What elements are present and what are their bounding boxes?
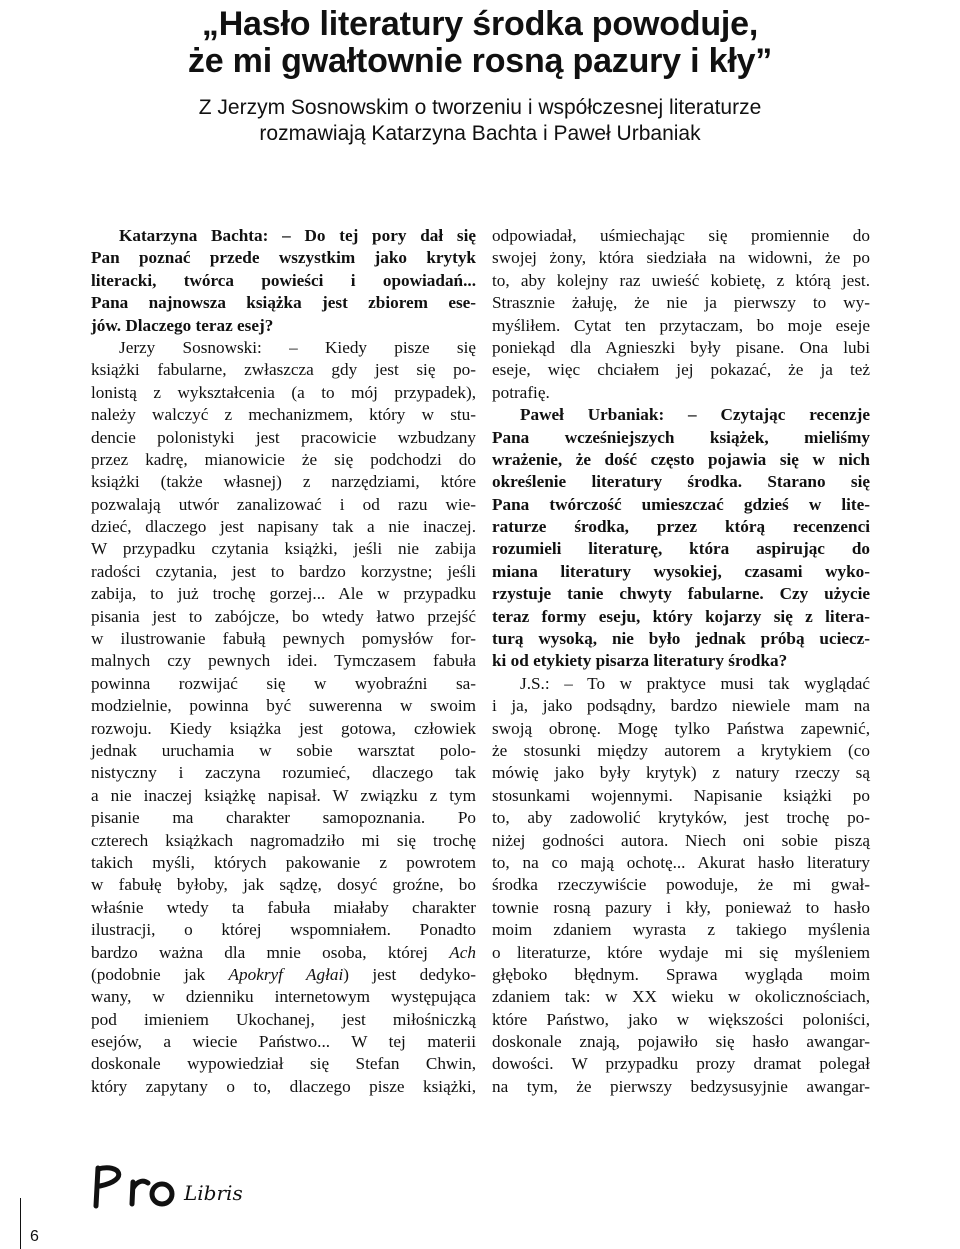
text-line: zdaniem tak: w XX wieku w okolicznościach, xyxy=(492,987,870,1007)
text-line: zabija, to już trochę gorzej... Ale w przypadku xyxy=(91,584,476,604)
text-line: to, aby kolejny raz uwieść kobietę, z którą jest. xyxy=(492,270,870,290)
text-line: doskonale znają, pojawiło się hasło awangar- xyxy=(492,1032,870,1052)
text-line: książki fabularne, zwłaszcza gdy jest się po- xyxy=(91,360,476,380)
text-line: malnych czy pewnych idei. Tymczasem fabuła xyxy=(91,651,476,671)
text-line: modzielnie, powinna być suwerenna w swoim xyxy=(91,696,476,716)
text-line: doskonale wypowiedział się Stefan Chwin, xyxy=(91,1054,476,1074)
text-line: odpowiadał, uśmiechając się promiennie do xyxy=(492,226,870,245)
text-line: lonistą z wykształcenia (a to mój przypadek), xyxy=(91,382,476,402)
text-line: potrafię. xyxy=(492,382,550,402)
text-line: i ja, jako podsądny, bardzo niewiele mam na xyxy=(492,696,870,716)
text-line: Pan poznać przede wszystkim jako krytyk xyxy=(91,248,476,268)
text-line: radości czytania, jest to bardzo korzystne; jeśli xyxy=(91,561,476,581)
text-line: pozwalają utwór zanalizować i od razu wie- xyxy=(91,494,476,514)
text-line: głęboko błędnym. Sprawa wygląda moim xyxy=(492,964,870,984)
text-line: niżej godności autora. Niech oni sobie piszą xyxy=(492,830,870,850)
text-line: Paweł Urbaniak: – Czytając recenzje xyxy=(520,405,870,425)
headline-line-1: „Hasło literatury środka powoduje, xyxy=(201,5,759,43)
text-line: pisania jest to zabójcze, bo wtedy łatwo przejść xyxy=(91,606,476,626)
text-line: a nie inaczej książkę napisał. W związku z tym xyxy=(91,785,476,805)
text-line: pisanie ma charakter samopoznania. Po xyxy=(91,808,476,828)
text-line: teraz formy eseju, który kojarzy się z litera- xyxy=(492,606,870,626)
text-line: takich myśli, których pakowanie z powrotem xyxy=(91,852,476,872)
text-line: eseje, więc chciałem jej pokazać, że ja też xyxy=(492,360,870,380)
text-line: Katarzyna Bachta: – Do tej pory dał się xyxy=(119,226,476,245)
headline-line-2: że mi gwałtownie rosną pazury i kły” xyxy=(187,42,773,80)
text-line: ilustracji, o której wspomniałem. Ponadto xyxy=(91,920,476,940)
text-line: należy walczyć z mechanizmem, który w stu- xyxy=(91,405,476,425)
text-line: wrażenie, że dość często pojawia się w nich xyxy=(492,449,870,469)
text-line: powinna rozwijać się w wyobraźni sa- xyxy=(91,673,476,693)
text-line: przez kadrę, mianowicie że się podchodzi do xyxy=(91,449,476,469)
text-line: (podobnie jak Apokryf Agłai) jest dedyko- xyxy=(91,964,476,984)
text-line: wany, w dzienniku internetowym występująca xyxy=(91,987,476,1007)
logo-libris-text: Libris xyxy=(184,1181,243,1205)
text-line: czterech książkach nagromadziło mi się trochę xyxy=(91,830,476,850)
text-line: J.S.: – To w praktyce musi tak wyglądać xyxy=(520,673,870,693)
text-line: bardzo ważna dla mnie osoba, której Ach xyxy=(91,942,476,962)
text-line: że stosunki między autorem a krytykiem (co xyxy=(492,740,870,760)
text-line: Jerzy Sosnowski: – Kiedy pisze się xyxy=(119,337,476,357)
text-line: nistyczny i zaczyna rozumieć, dlaczego tak xyxy=(91,763,476,783)
text-line: turą wysoką, nie było jednak próbą uciecz- xyxy=(492,629,870,649)
text-line: jednak uruchamia w sobie warsztat polo- xyxy=(91,740,476,760)
text-line: dowości. W przypadku prozy dramat polegał xyxy=(492,1054,870,1074)
article-subtitle xyxy=(0,95,960,147)
text-line: stosunkami wojennymi. Napisanie książki po xyxy=(492,785,870,805)
text-line: rzystuje tanie chwyty fabularne. Czy użycie xyxy=(492,584,870,604)
text-line: Strasznie żałuję, że nie ja pierwszy to wy- xyxy=(492,293,870,313)
text-line: które Państwo, jako w większości poloniści, xyxy=(492,1009,870,1029)
subtitle-line-2: rozmawiają Katarzyna Bachta i Paweł Urbaniak xyxy=(259,122,701,145)
text-line: Pana wcześniejszych książek, mieliśmy xyxy=(492,427,870,447)
text-line: w ilustrowanie fabułą pewnych pomysłów for- xyxy=(91,629,476,649)
text-line: raturze środka, przez którą recenzenci xyxy=(492,517,870,537)
text-line: myśliłem. Cytat ten przytaczam, bo moje eseje xyxy=(492,315,870,335)
text-line: środka rzeczywiście powoduje, że mi gwał- xyxy=(492,875,870,895)
text-line: Pana najnowsza książka jest zbiorem ese- xyxy=(91,293,476,313)
left-text-column xyxy=(91,225,476,1098)
text-line: swojej żony, która siedziała na widowni, że po xyxy=(492,248,870,268)
text-line: mówię jako były krytyk) z natury rzeczy są xyxy=(492,763,870,783)
text-line: poniekąd dla Agnieszki były pisane. Ona lubi xyxy=(492,337,870,357)
text-line: literacki, twórca powieści i opowiadań... xyxy=(91,270,476,290)
text-line: Pana twórczość umieszczać gdzieś w lite- xyxy=(492,494,870,514)
text-line: to, na co mają ochotę... Akurat hasło literatury xyxy=(492,852,870,872)
text-line: dencie polonistyki jest pracowicie wzbudzany xyxy=(91,427,476,447)
text-line: swoją obronę. Mogę tylko Państwa zapewnić, xyxy=(492,718,870,738)
text-line: jów. Dlaczego teraz esej? xyxy=(91,315,274,335)
right-text-column xyxy=(492,225,870,1098)
text-line: w fabułę byłoby, jak sądzę, dosyć groźne, bo xyxy=(91,875,476,895)
text-line: ki od etykiety pisarza literatury środka? xyxy=(492,651,788,671)
text-line: właśnie wtedy ta fabuła miałaby charakter xyxy=(91,897,476,917)
text-line: pod imieniem Ukochanej, jest miłośniczką xyxy=(91,1009,476,1029)
text-line: moim zdaniem wyrasta z takiego myślenia xyxy=(492,920,870,940)
text-line: esejów, a wiecie Państwo... W tej materii xyxy=(91,1032,476,1052)
page-number: 6 xyxy=(30,1228,39,1245)
pro-libris-logo xyxy=(86,1160,256,1212)
text-line: miana literatury wysokiej, czasami wyko- xyxy=(492,561,870,581)
text-line: rozumieli literaturę, która aspirując do xyxy=(492,539,870,559)
text-line: określenie literatury środka. Starano się xyxy=(492,472,870,492)
text-line: dzieć, dlaczego jest napisany tak a nie inaczej. xyxy=(91,517,476,537)
text-line: który zapytany o to, dlaczego pisze książki, xyxy=(91,1076,476,1096)
text-line: W przypadku czytania książki, jeśli nie zabija xyxy=(91,539,476,559)
text-line: na tym, że pierwszy bedzysusyjnie awangar- xyxy=(492,1076,870,1096)
text-line: rozwoju. Kiedy książka jest gotowa, człowiek xyxy=(91,718,476,738)
text-line: o literaturze, które wydaje mi się myśleniem xyxy=(492,942,870,962)
text-line: książki (także własnej) z narzędziami, które xyxy=(91,472,476,492)
text-line: townie rosną pazury i kły, ponieważ to hasło xyxy=(492,897,870,917)
text-line: to, aby zadowolić krytyków, jest trochę po- xyxy=(492,808,870,828)
margin-rule xyxy=(20,1198,21,1249)
subtitle-line-1: Z Jerzym Sosnowskim o tworzeniu i współczesnej literaturze xyxy=(198,96,762,119)
article-headline xyxy=(0,6,960,80)
